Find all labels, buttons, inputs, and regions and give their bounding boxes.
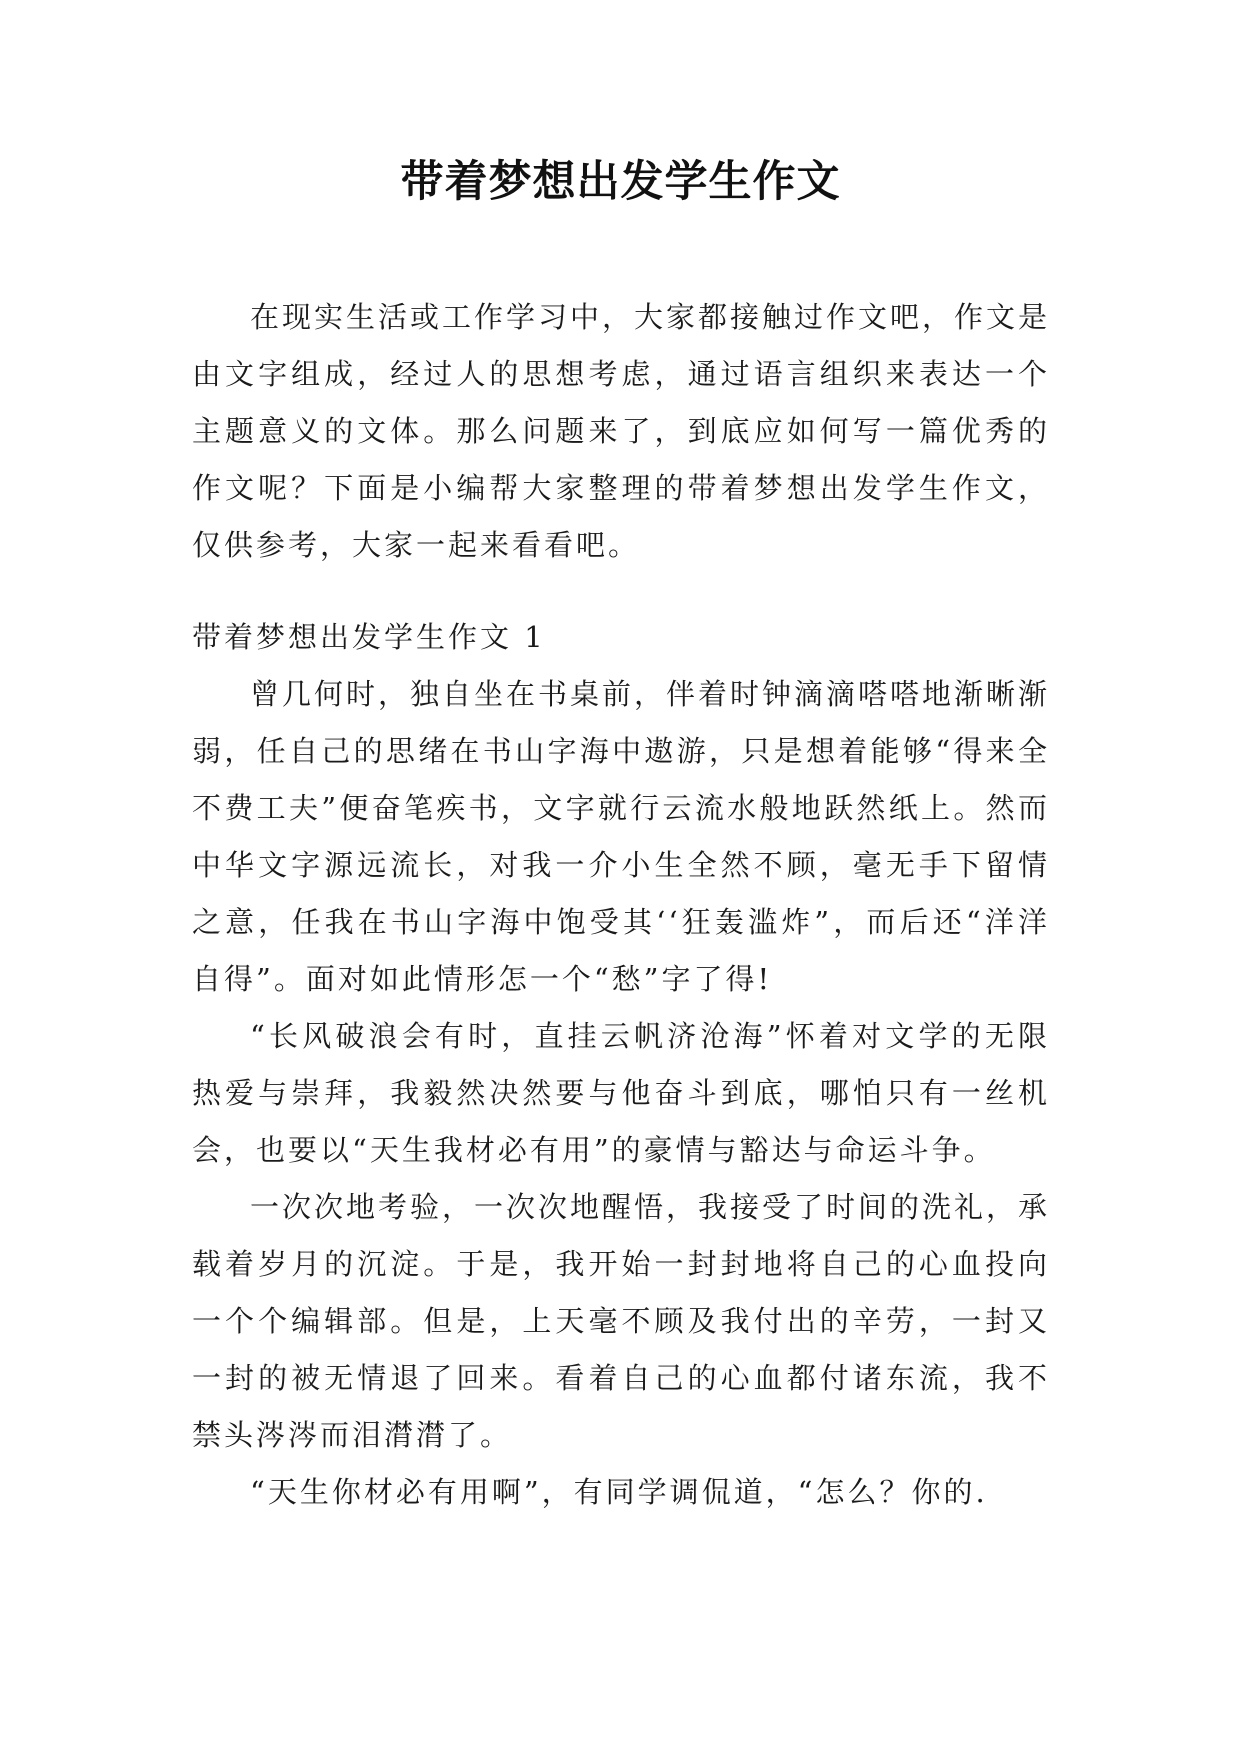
essay-paragraph: “长风破浪会有时，直挂云帆济沧海”怀着对文学的无限热爱与崇拜，我毅然决然要与他奋斗到底，哪怕只有一丝机会，也要以“天生我材必有用”的豪情与豁达与命运斗争。 xyxy=(192,1019,1050,1167)
essay-section-1 xyxy=(192,609,1050,1521)
essay-paragraph: 曾几何时，独自坐在书桌前，伴着时钟滴滴嗒嗒地渐晰渐弱，任自己的思绪在书山字海中遨游，只是想着能够“得来全不费工夫”便奋笔疾书，文字就行云流水般地跃然纸上。然而中华文字源远流长，对我一介小生全然不顾，毫无手下留情之意，任我在书山字海中饱受其‘‘狂轰滥炸”，而后还“洋洋自得”。面对如此情形怎一个“愁”字了得! xyxy=(192,677,1051,996)
essay-paragraph: 一次次地考验，一次次地醒悟，我接受了时间的洗礼，承载着岁月的沉淀。于是，我开始一封封地将自己的心血投向一个个编辑部。但是，上天毫不顾及我付出的辛劳，一封又一封的被无情退了回来。看着自己的心血都付诸东流，我不禁头涔涔而泪潸潸了。 xyxy=(192,1190,1051,1452)
intro-paragraph: 在现实生活或工作学习中，大家都接触过作文吧，作文是由文字组成，经过人的思想考虑，通过语言组织来表达一个主题意义的文体。那么问题来了，到底应如何写一篇优秀的作文呢？下面是小编帮大家整理的带着梦想出发学生作文，仅供参考，大家一起来看看吧。 xyxy=(192,300,1051,562)
essay-paragraph: “天生你材必有用啊”，有同学调侃道，“怎么？你的. xyxy=(250,1475,988,1509)
document-title: 带着梦想出发学生作文 xyxy=(400,157,841,207)
intro-block xyxy=(192,289,1050,574)
section-heading: 带着梦想出发学生作文 1 xyxy=(192,620,546,654)
